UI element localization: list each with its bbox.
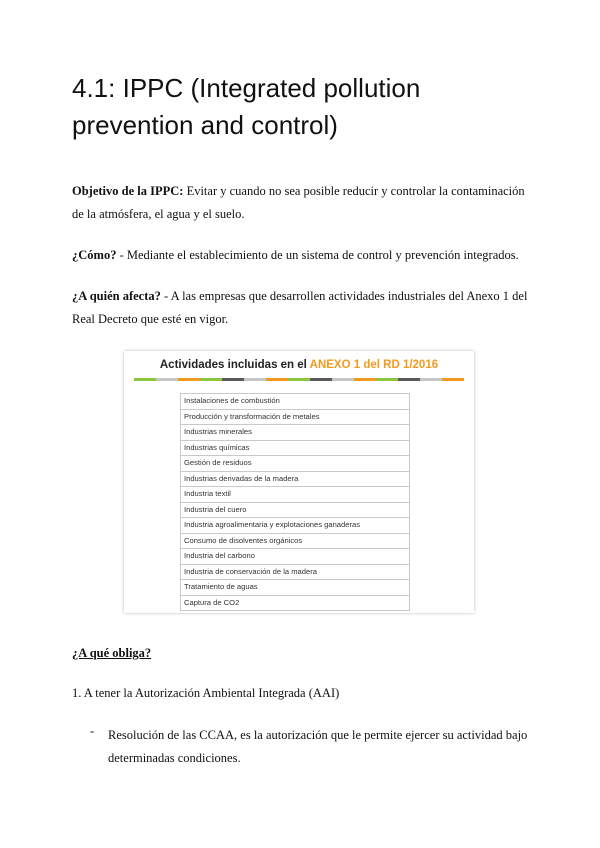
table-row <box>181 440 410 456</box>
quien-paragraph <box>72 285 532 331</box>
table-row <box>181 518 410 534</box>
quien-text: - A las empresas que desarrollen actividades industriales del Anexo 1 del Real Decreto que esté en vigor. <box>72 289 528 326</box>
anexo-activities-figure <box>124 351 474 613</box>
stripe-segment <box>222 378 244 381</box>
bullet-dash: - <box>90 724 95 738</box>
stripe-segment <box>376 378 398 381</box>
stripe-segment <box>310 378 332 381</box>
quien-label: ¿A quién afecta? <box>72 289 161 303</box>
activity-item: Industria agroalimentaria y explotaciones ganaderas <box>181 518 410 534</box>
table-row <box>181 595 410 611</box>
activity-item: Industrias derivadas de la madera <box>181 471 410 487</box>
obliga-heading-text: ¿A qué obliga? <box>72 646 152 660</box>
objetivo-paragraph <box>72 180 532 226</box>
figure-title <box>124 359 474 371</box>
table-row <box>181 394 410 410</box>
objetivo-label: Objetivo de la IPPC: <box>72 184 184 198</box>
page-title: 4.1: IPPC (Integrated pollution prevention and control) <box>72 73 421 140</box>
figure-title-accent: ANEXO 1 del RD 1/2016 <box>309 359 439 371</box>
figure-title-prefix: Actividades incluidas en el <box>159 359 310 371</box>
stripe-segment <box>134 378 156 381</box>
activity-item: Tratamiento de aguas <box>181 580 410 596</box>
table-row <box>181 502 410 518</box>
color-stripe <box>134 378 464 381</box>
activity-item: Industrias minerales <box>181 425 410 441</box>
activity-item: Gestión de residuos <box>181 456 410 472</box>
stripe-segment <box>200 378 222 381</box>
obliga-heading <box>72 642 532 665</box>
stripe-segment <box>398 378 420 381</box>
stripe-segment <box>288 378 310 381</box>
stripe-segment <box>354 378 376 381</box>
table-row <box>181 533 410 549</box>
table-row <box>181 425 410 441</box>
stripe-segment <box>266 378 288 381</box>
activity-item: Industria textil <box>181 487 410 503</box>
bullet-1-text: Resolución de las CCAA, es la autorización que le permite ejercer su actividad bajo determinadas condiciones. <box>108 728 528 765</box>
activity-item: Captura de CO2 <box>181 595 410 611</box>
como-text: - Mediante el establecimiento de un sistema de control y prevención integrados. <box>116 248 519 262</box>
activity-item: Instalaciones de combustión <box>181 394 410 410</box>
table-row <box>181 564 410 580</box>
activity-item: Industria de conservación de la madera <box>181 564 410 580</box>
activity-item: Industria del carbono <box>181 549 410 565</box>
stripe-segment <box>178 378 200 381</box>
como-label: ¿Cómo? <box>72 248 117 262</box>
stripe-segment <box>442 378 464 381</box>
table-row <box>181 471 410 487</box>
activity-item: Producción y transformación de metales <box>181 409 410 425</box>
table-row <box>181 580 410 596</box>
stripe-segment <box>244 378 266 381</box>
activity-item: Industria del cuero <box>181 502 410 518</box>
stripe-segment <box>156 378 178 381</box>
activities-table <box>180 393 410 611</box>
stripe-segment <box>332 378 354 381</box>
como-paragraph <box>72 244 532 267</box>
activity-item: Consumo de disolventes orgánicos <box>181 533 410 549</box>
point-1: 1. A tener la Autorización Ambiental Integrada (AAI) <box>72 686 340 700</box>
table-row <box>181 549 410 565</box>
stripe-segment <box>420 378 442 381</box>
objetivo-text: Evitar y cuando no sea posible reducir y controlar la contaminación de la atmósfera, el agua y el suelo. <box>72 184 525 221</box>
table-row <box>181 487 410 503</box>
table-row <box>181 456 410 472</box>
table-row <box>181 409 410 425</box>
activity-item: Industrias químicas <box>181 440 410 456</box>
